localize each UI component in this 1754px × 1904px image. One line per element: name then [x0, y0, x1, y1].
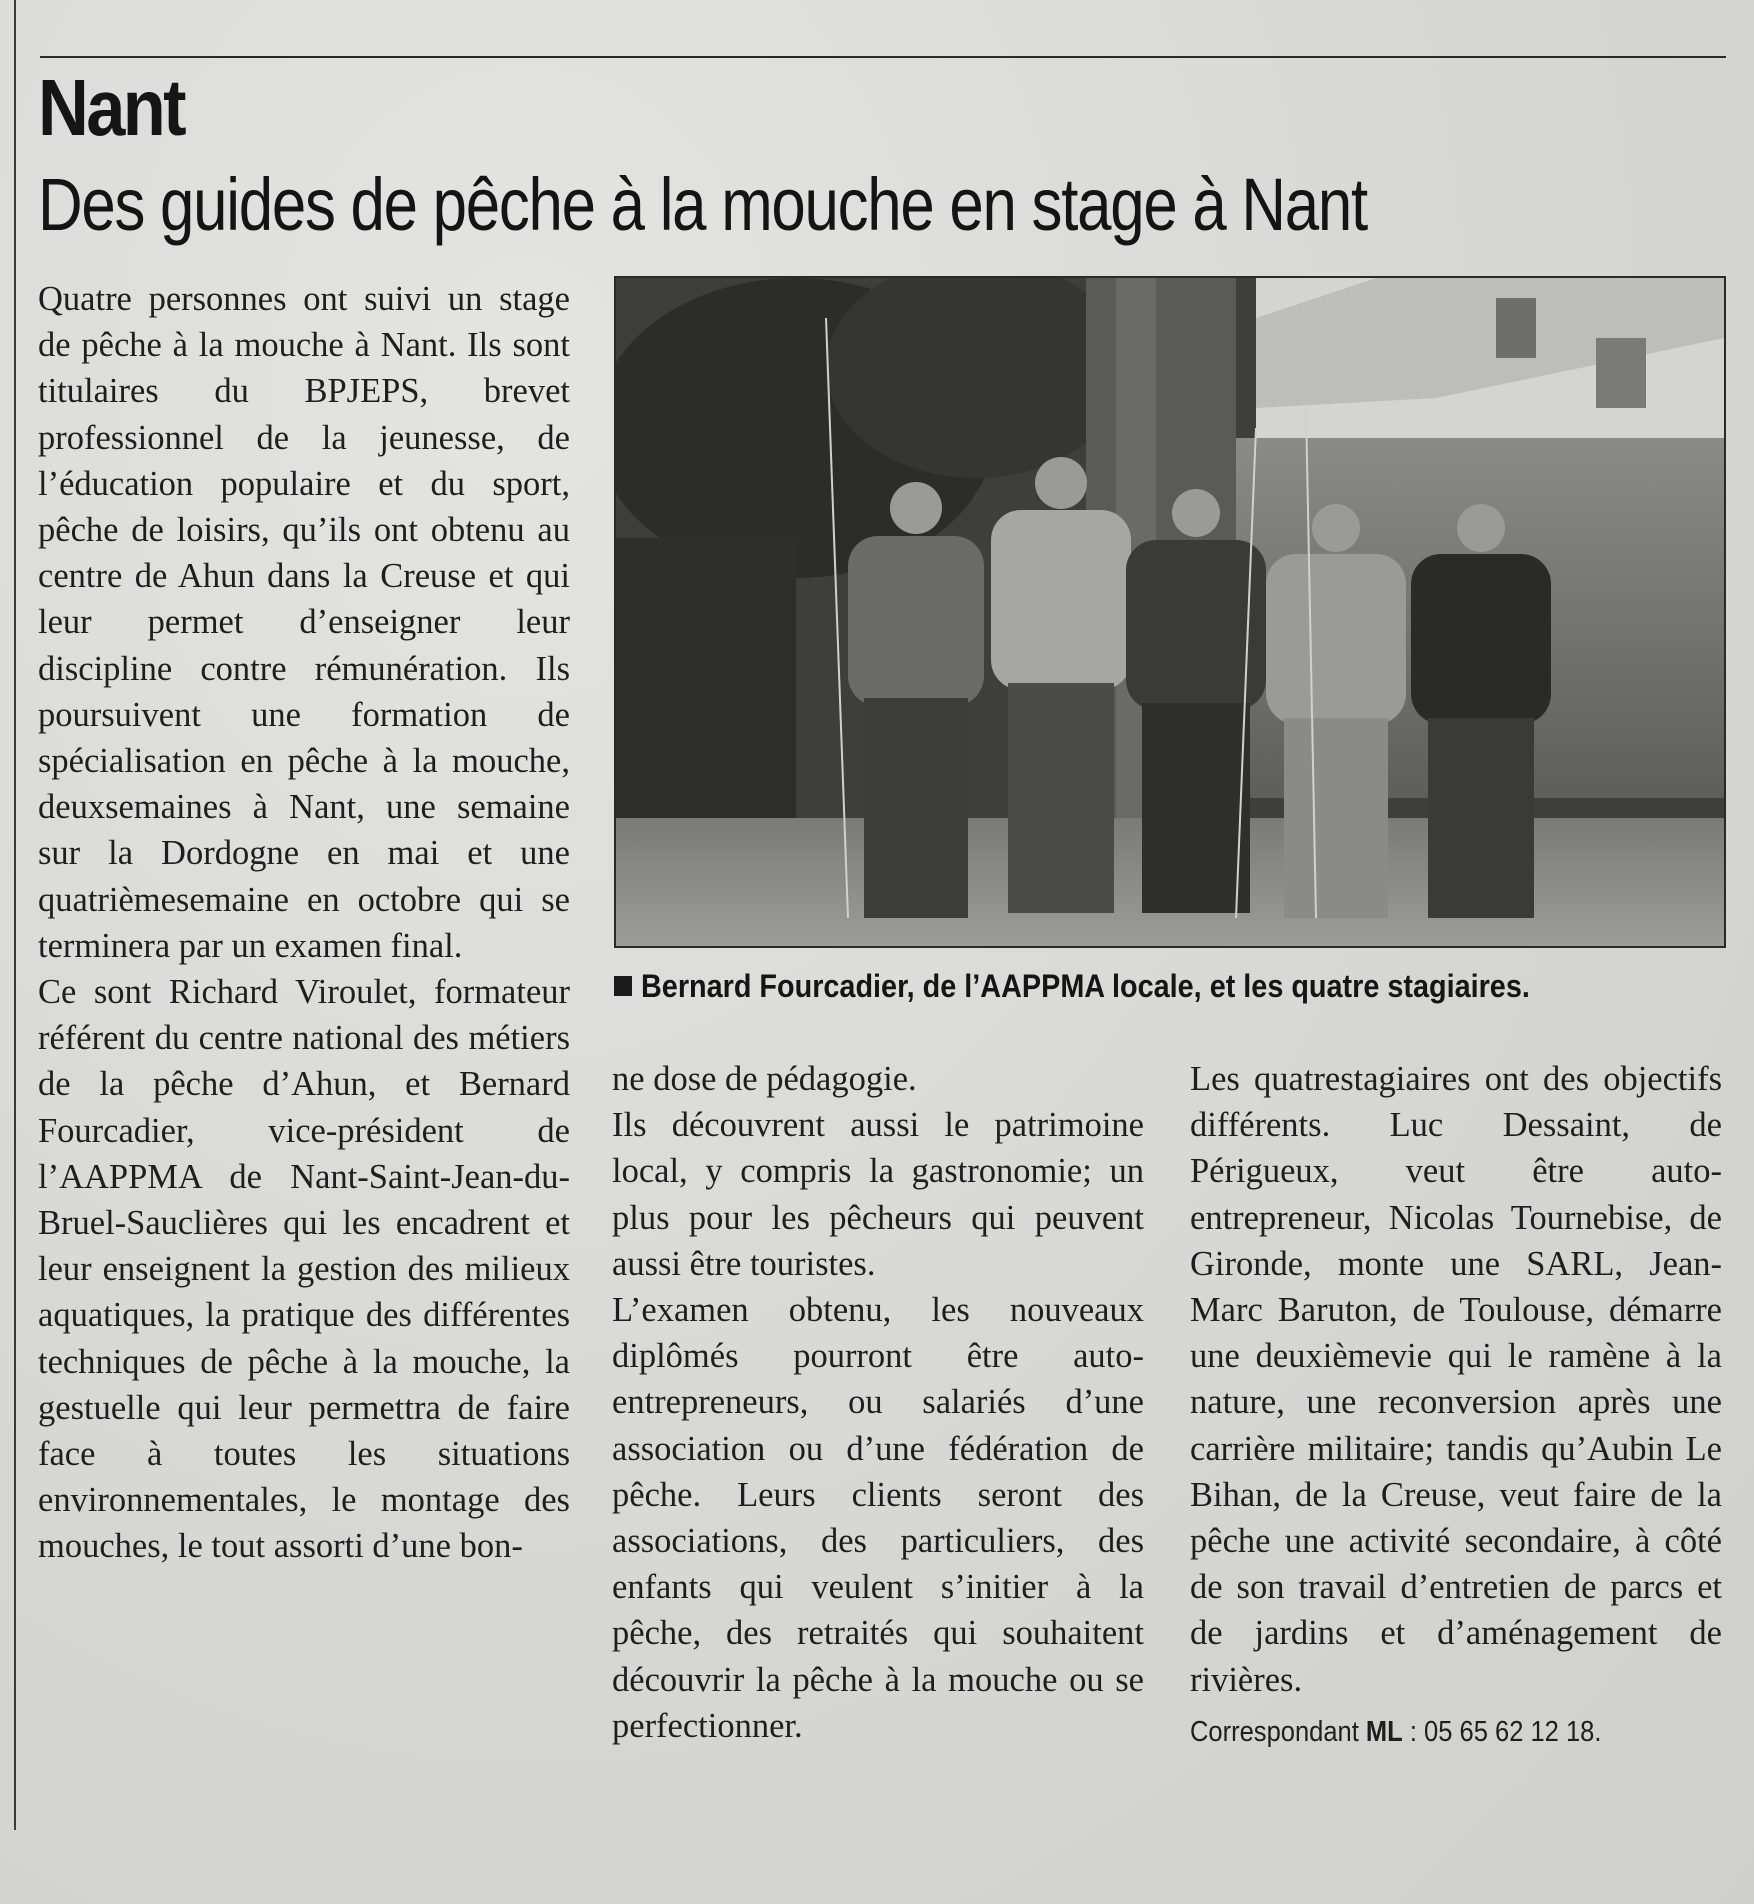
article-column-1 — [38, 276, 570, 1570]
photo-illustration — [616, 278, 1724, 946]
paragraph: Quatre personnes ont suivi un stage de pêche à la mouche à Nant. Ils sont titulaires du BPJEPS, brevet professionnel de la jeunesse, de l’éducation populaire et du sport, pêche de loisirs, qu’ils ont obtenu au centre de Ahun dans la Creuse et qui leur permet d’enseigner leur discipline contre rémunération. Ils poursuivent une formation de spécialisation en pêche à la mouche, deuxsemaines à Nant, une semaine sur la Dordogne en mai et une quatrièmesemaine en octobre qui se terminera par un examen final. — [38, 280, 570, 965]
photo-caption — [614, 968, 1615, 1005]
paragraph: ne dose de pédagogie. — [612, 1060, 917, 1098]
paragraph: Ce sont Richard Viroulet, formateur référent du centre national des métiers de la pêche d’Ahun, et Bernard Fourcadier, vice-président de l’AAPPMA de Nant-Saint-Jean-du-Bruel-Sauclières qui les encadrent et leur enseignent la gestion des milieux aquatiques, la pratique des différentes techniques de pêche à la mouche, la gestuelle qui leur permettra de faire face à toutes les situations environnementales, le montage des mouches, le tout assorti d’une bon- — [38, 973, 570, 1566]
group-photo — [614, 276, 1726, 948]
paragraph: Les quatrestagiaires ont des objectifs différents. Luc Dessaint, de Périgueux, veut être auto-entrepreneur, Nicolas Tournebise, de Gironde, monte une SARL, Jean-Marc Baruton, de Toulouse, démarre une deuxièmevie qui le ramène à la nature, une reconversion après une carrière militaire; tandis qu’Aubin Le Bihan, de la Creuse, veut faire de la pêche une activité secondaire, à côté de son travail d’entretien de parcs et de jardins et d’aménagement de rivières. — [1190, 1060, 1722, 1699]
correspondent-signoff — [1190, 1709, 1658, 1755]
signoff-phone: : 05 65 62 12 18. — [1409, 1715, 1602, 1748]
headline: Des guides de pêche à la mouche en stage à Nant — [38, 163, 1367, 246]
paragraph: L’examen obtenu, les nouveaux diplômés pourront être auto-entrepreneurs, ou salariés d’une association ou d’une fédération de pêche. Leurs clients seront des associations, des particuliers, des enfants qui veulent s’initier à la pêche, des retraités qui souhaitent découvrir la pêche à la mouche ou se perfectionner. — [612, 1291, 1144, 1745]
paragraph: Ils découvrent aussi le patrimoine local, y compris la gastronomie; un plus pour les pêcheurs qui peuvent aussi être touristes. — [612, 1106, 1144, 1283]
article-column-3 — [1190, 1056, 1722, 1755]
column-rule — [14, 0, 16, 1830]
header-rule — [40, 56, 1726, 58]
article-column-2 — [612, 1056, 1144, 1749]
signoff-label: Correspondant — [1190, 1715, 1359, 1748]
caption-text: Bernard Fourcadier, de l’AAPPMA locale, et les quatre stagiaires. — [641, 968, 1530, 1004]
signoff-org: ML — [1365, 1715, 1403, 1748]
caption-bullet-icon — [614, 976, 632, 996]
kicker-location: Nant — [38, 63, 184, 152]
